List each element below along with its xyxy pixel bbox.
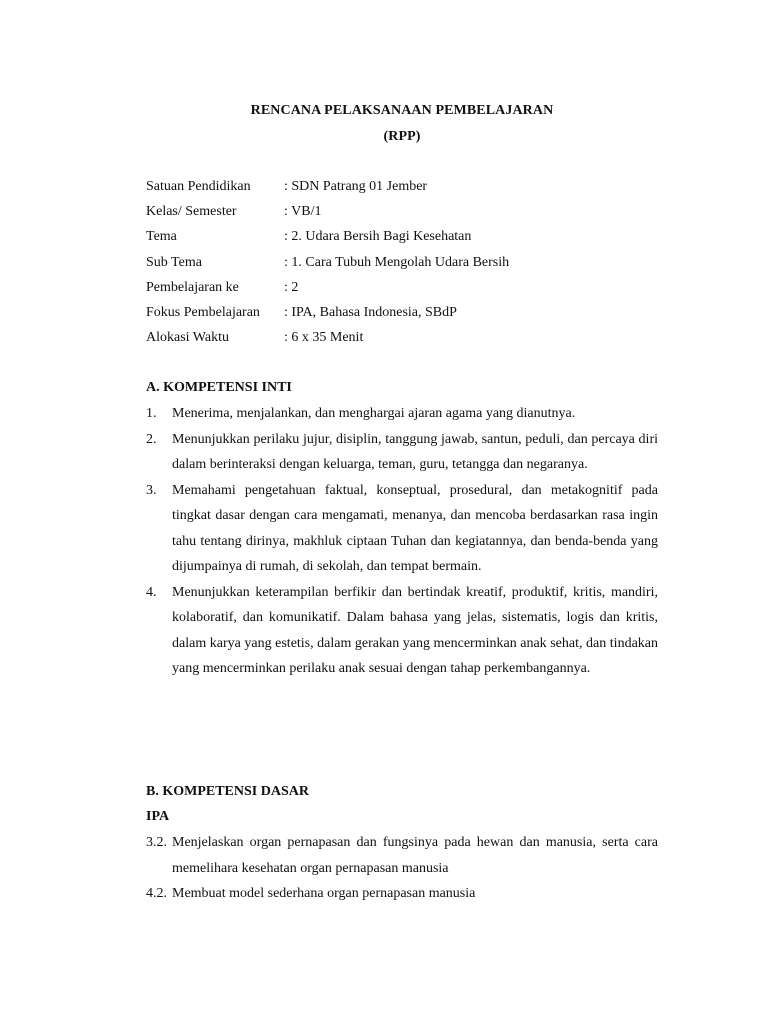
section-heading-kompetensi-inti: A. KOMPETENSI INTI bbox=[146, 380, 292, 395]
document-title: RENCANA PELAKSANAAN PEMBELAJARAN bbox=[250, 103, 554, 118]
list-item-number: 3.2. bbox=[146, 835, 167, 850]
list-item bbox=[146, 427, 658, 478]
identity-label: Kelas/ Semester bbox=[146, 204, 237, 219]
list-item bbox=[146, 881, 658, 907]
list-item bbox=[146, 401, 658, 427]
list-item-number: 3. bbox=[146, 482, 157, 498]
identity-value: : 2. Udara Bersih Bagi Kesehatan bbox=[284, 229, 472, 244]
list-item bbox=[146, 580, 658, 682]
list-item-text: Menunjukkan keterampilan berfikir dan bertindak kreatif, produktif, kritis, mandiri, kolaboratif, dan komunikatif. Dalam bahasa yang jelas, sistematis, logis dan kritis, dalam karya yang estetis, dalam gerakan yang mencerminkan anak sehat, dan tindakan yang mencerminkan perilaku anak sesuai dengan tahap perkembangannya. bbox=[172, 584, 658, 676]
identity-label: Alokasi Waktu bbox=[146, 330, 229, 345]
identity-value: : SDN Patrang 01 Jember bbox=[284, 179, 428, 194]
identity-label: Pembelajaran ke bbox=[146, 280, 239, 295]
identity-value: : VB/1 bbox=[284, 204, 322, 219]
identity-label: Satuan Pendidikan bbox=[146, 179, 251, 194]
list-item-number: 2. bbox=[146, 431, 157, 447]
identity-value: : 6 x 35 Menit bbox=[284, 330, 364, 345]
identity-value: : IPA, Bahasa Indonesia, SBdP bbox=[284, 305, 457, 320]
list-item-text: Membuat model sederhana organ pernapasan manusia bbox=[172, 886, 476, 901]
section-heading-kompetensi-dasar: B. KOMPETENSI DASAR bbox=[146, 784, 309, 799]
identity-value: : 2 bbox=[284, 280, 299, 295]
kompetensi-inti-list bbox=[146, 401, 658, 682]
identity-label: Sub Tema bbox=[146, 255, 202, 270]
list-item-text: Memahami pengetahuan faktual, konseptual, prosedural, dan metakognitif pada tingkat dasar dengan cara mengamati, menanya, dan mencoba berdasarkan rasa ingin tahu tentang dirinya, makhluk ciptaan Tuhan dan kegiatannya, dan benda-benda yang dijumpainya di rumah, di sekolah, dan tempat bermain. bbox=[172, 482, 658, 574]
list-item-number: 4.2. bbox=[146, 886, 167, 901]
identity-label: Fokus Pembelajaran bbox=[146, 305, 260, 320]
list-item bbox=[146, 830, 658, 881]
list-item-text: Menerima, menjalankan, dan menghargai ajaran agama yang dianutnya. bbox=[172, 406, 576, 421]
list-item-text: Menunjukkan perilaku jujur, disiplin, tanggung jawab, santun, peduli, dan percaya diri dalam berinteraksi dengan keluarga, teman, guru, tetangga dan negaranya. bbox=[172, 431, 658, 472]
list-item-text: Menjelaskan organ pernapasan dan fungsinya pada hewan dan manusia, serta cara memelihara kesehatan organ pernapasan manusia bbox=[172, 835, 658, 876]
list-item-number: 4. bbox=[146, 584, 157, 600]
list-item bbox=[146, 478, 658, 580]
subject-heading-ipa: IPA bbox=[146, 809, 170, 824]
kompetensi-dasar-list bbox=[146, 830, 658, 907]
list-item-number: 1. bbox=[146, 406, 157, 421]
identity-value: : 1. Cara Tubuh Mengolah Udara Bersih bbox=[284, 255, 510, 270]
document-subtitle: (RPP) bbox=[383, 129, 421, 144]
identity-label: Tema bbox=[146, 229, 177, 244]
